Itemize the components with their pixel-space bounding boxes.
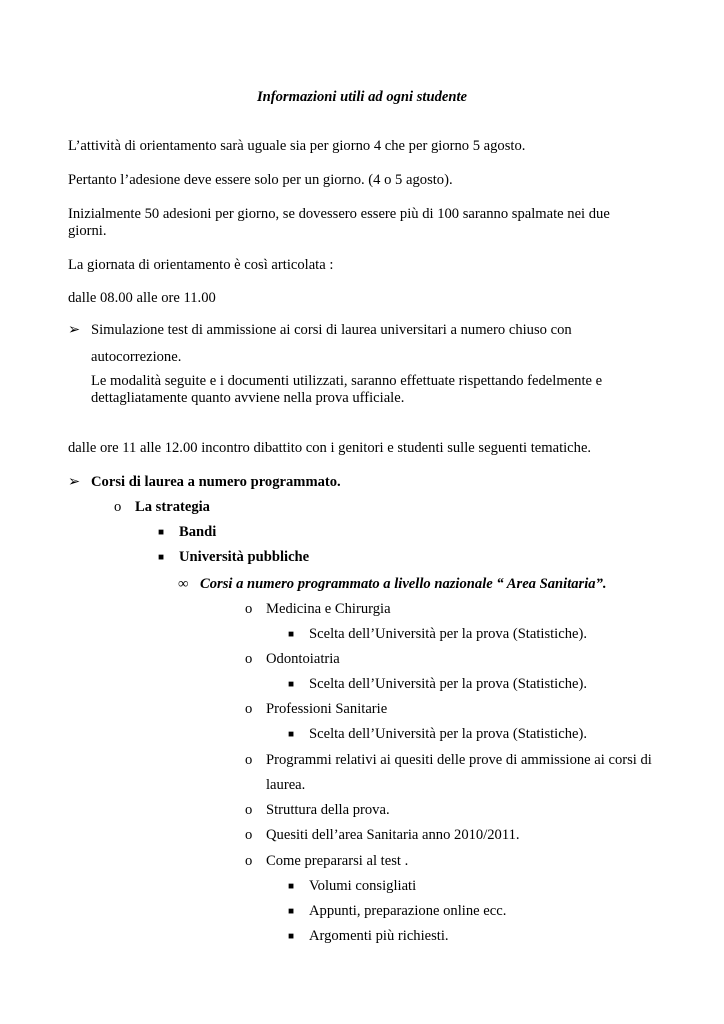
circle-bullet-icon: o: [114, 499, 122, 515]
paragraph-morning-time: dalle 08.00 alle ore 11.00: [68, 290, 216, 306]
outline-programmed-courses: Corsi di laurea a numero programmato.: [91, 474, 341, 490]
outline-public-universities: Università pubbliche: [179, 549, 310, 565]
paragraph-adhesions-line1: Inizialmente 50 adesioni per giorno, se dovessero essere più di 100 saranno spalmate nei due: [68, 206, 610, 222]
prep-item: Volumi consigliati: [309, 878, 417, 894]
arrow-bullet-icon: ➢: [68, 322, 81, 338]
simulation-line4: dettagliatamente quanto avviene nella prova ufficiale.: [91, 390, 405, 406]
prep-item: Argomenti più richiesti.: [309, 928, 449, 944]
outline-how-to-prepare: Come prepararsi al test .: [266, 853, 409, 869]
circle-bullet-icon: o: [245, 827, 253, 843]
square-bullet-icon: ■: [288, 679, 295, 690]
outline-dentistry: Odontoiatria: [266, 651, 340, 667]
outline-national-courses: Corsi a numero programmato a livello nazionale “ Area Sanitaria”.: [200, 576, 607, 592]
square-bullet-icon: ■: [288, 906, 295, 917]
paragraph-one-day: Pertanto l’adesione deve essere solo per un giorno. (4 o 5 agosto).: [68, 172, 453, 188]
prep-item: Appunti, preparazione online ecc.: [309, 903, 507, 919]
infinity-bullet-icon: ∞: [178, 576, 189, 592]
simulation-line3: Le modalità seguite e i documenti utilizzati, saranno effettuate rispettando fedelmente e: [91, 373, 603, 389]
circle-bullet-icon: o: [245, 601, 253, 617]
circle-bullet-icon: o: [245, 752, 253, 768]
simulation-line2: autocorrezione.: [91, 349, 182, 365]
simulation-line1: Simulazione test di ammissione ai corsi di laurea universitari a numero chiuso con: [91, 322, 572, 338]
outline-medicine: Medicina e Chirurgia: [266, 601, 391, 617]
outline-dentistry-choice: Scelta dell’Università per la prova (Statistiche).: [309, 676, 587, 692]
square-bullet-icon: ■: [158, 527, 165, 538]
square-bullet-icon: ■: [288, 629, 295, 640]
circle-bullet-icon: o: [245, 701, 253, 717]
outline-questions: Quesiti dell’area Sanitaria anno 2010/2011.: [266, 827, 520, 843]
page-title: Informazioni utili ad ogni studente: [256, 89, 468, 105]
outline-bandi: Bandi: [179, 524, 217, 540]
outline-health-professions: Professioni Sanitarie: [266, 701, 388, 717]
outline-strategy: La strategia: [135, 499, 210, 515]
square-bullet-icon: ■: [288, 931, 295, 942]
paragraph-activity: L’attività di orientamento sarà uguale sia per giorno 4 che per giorno 5 agosto.: [68, 138, 526, 154]
outline-programs-line2: laurea.: [266, 777, 306, 793]
paragraph-adhesions-line2: giorni.: [68, 223, 107, 239]
circle-bullet-icon: o: [245, 853, 253, 869]
square-bullet-icon: ■: [158, 552, 165, 563]
outline-test-structure: Struttura della prova.: [266, 802, 390, 818]
arrow-bullet-icon: ➢: [68, 474, 81, 490]
square-bullet-icon: ■: [288, 729, 295, 740]
outline-programs-line1: Programmi relativi ai quesiti delle prove di ammissione ai corsi di: [266, 752, 652, 768]
paragraph-debate: dalle ore 11 alle 12.00 incontro dibattito con i genitori e studenti sulle seguenti tematiche.: [68, 440, 592, 456]
square-bullet-icon: ■: [288, 881, 295, 892]
circle-bullet-icon: o: [245, 651, 253, 667]
outline-health-professions-choice: Scelta dell’Università per la prova (Statistiche).: [309, 726, 587, 742]
paragraph-schedule-intro: La giornata di orientamento è così articolata :: [68, 257, 334, 273]
circle-bullet-icon: o: [245, 802, 253, 818]
outline-medicine-choice: Scelta dell’Università per la prova (Statistiche).: [309, 626, 587, 642]
